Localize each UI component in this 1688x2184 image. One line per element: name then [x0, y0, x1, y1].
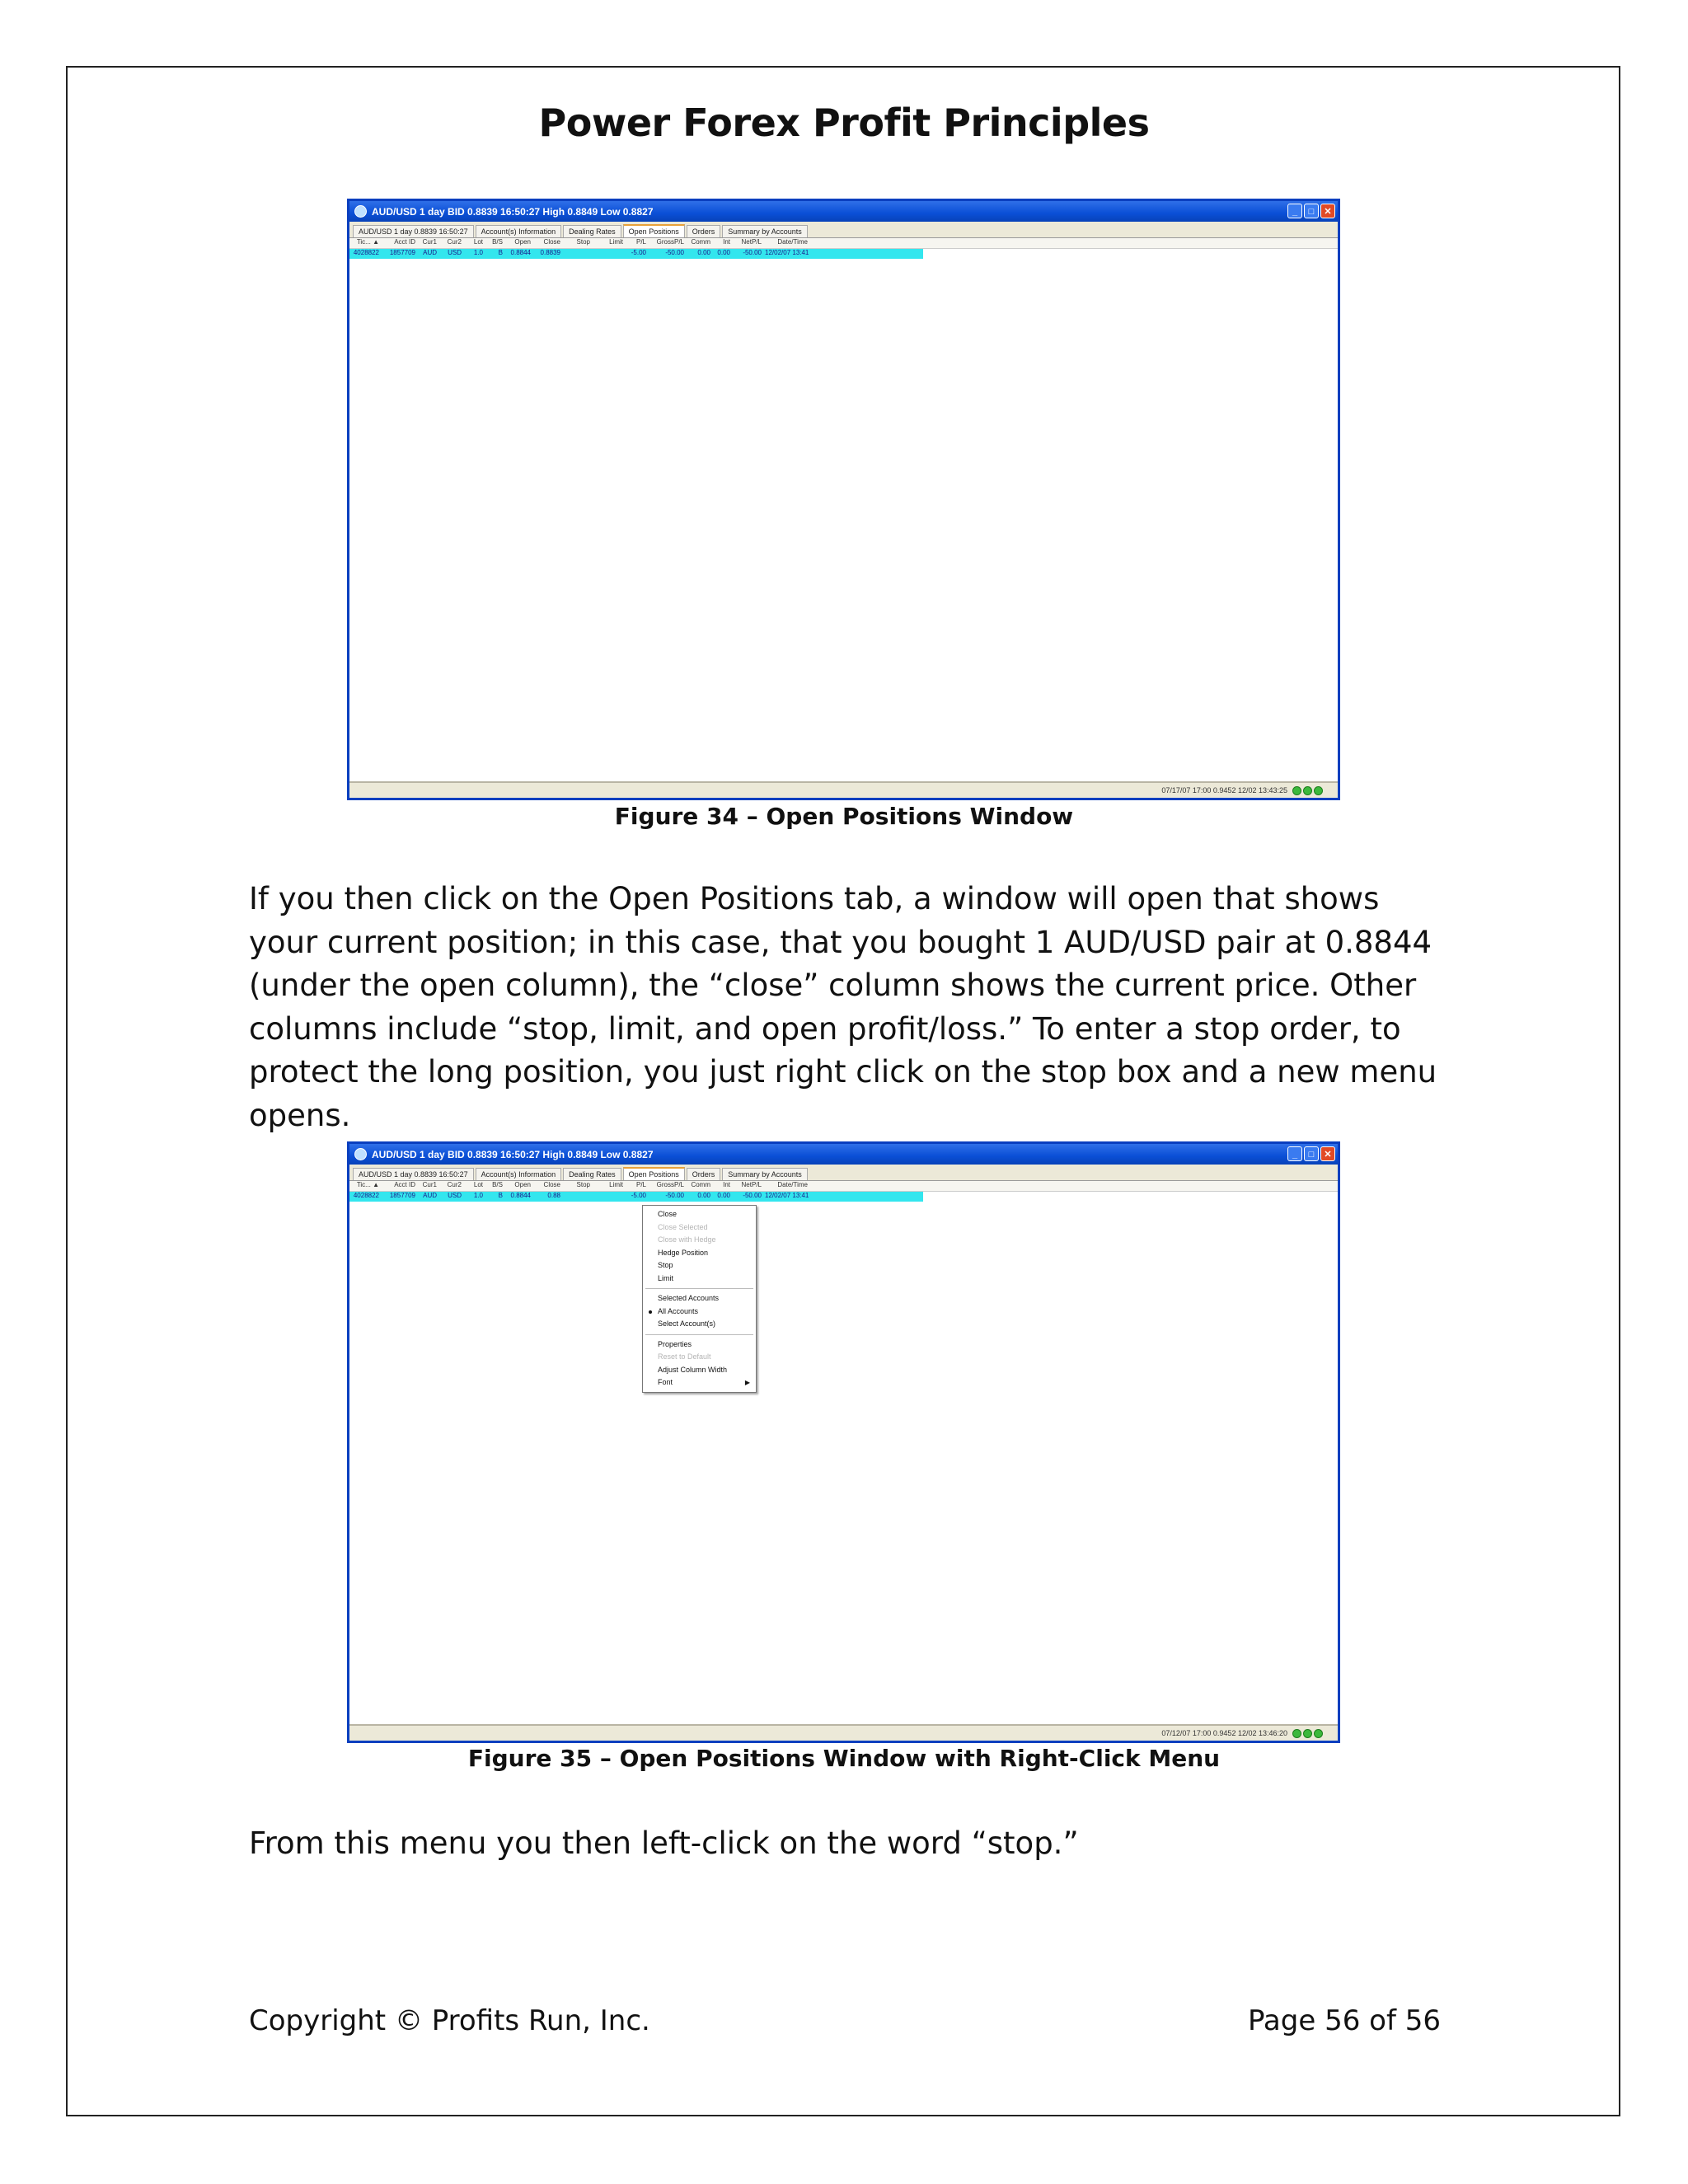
document-title: Power Forex Profit Principles	[538, 101, 1150, 145]
app-icon	[354, 205, 367, 218]
window-titlebar	[349, 1144, 1338, 1165]
tab-strip	[349, 1165, 1338, 1181]
table-cell[interactable]	[593, 1192, 626, 1202]
status-bar	[349, 1724, 1338, 1741]
menu-separator	[645, 1334, 753, 1335]
table-cell[interactable]	[564, 249, 593, 259]
menu-item-label: All Accounts	[658, 1306, 699, 1315]
column-header[interactable]: Stop	[576, 238, 590, 246]
connection-indicator-icon	[1292, 786, 1301, 795]
table-cell[interactable]: -50.00	[665, 1192, 684, 1199]
table-cell[interactable]: 0.8839	[540, 249, 560, 256]
menu-item-label: Adjust Column Width	[658, 1365, 728, 1374]
minimize-icon[interactable]: _	[1287, 204, 1302, 218]
tab-summary-by-accounts[interactable]: Summary by Accounts	[722, 1168, 808, 1180]
table-cell[interactable]: 1857709	[389, 249, 415, 256]
window-title: AUD/USD 1 day BID 0.8839 16:50:27 High 0.8849 Low 0.8827	[372, 205, 654, 218]
table-cell[interactable]: B	[498, 1192, 503, 1199]
menu-item-label: Close	[658, 1210, 678, 1218]
table-cell[interactable]	[564, 1192, 593, 1202]
figure-caption: Figure 35 – Open Positions Window with Right-Click Menu	[467, 1745, 1221, 1772]
status-bar	[349, 781, 1338, 798]
radio-bullet-icon	[649, 1310, 652, 1314]
tab-dealing-rates[interactable]: Dealing Rates	[563, 1168, 621, 1180]
table-cell[interactable]: 1857709	[389, 1192, 415, 1199]
menu-item-all-accounts[interactable]	[643, 1305, 756, 1319]
column-header[interactable]: Lot	[473, 1181, 483, 1188]
column-header[interactable]: Date/Time	[777, 238, 808, 246]
body-paragraph: If you then click on the Open Positions tab, a window will open that shows your current position; in this case, that you bought 1 AUD/USD pair at 0.8844 (under the open column), the “close” column shows the current price. Other columns include “stop, limit, and open profit/loss.” To enter a stop order, to protect the long position, you just right click on the stop box and a new menu opens.	[249, 881, 1437, 1133]
body-paragraph: From this menu you then left-click on the word “stop.”	[249, 1825, 1079, 1861]
column-header[interactable]: B/S	[492, 1181, 503, 1188]
column-header[interactable]: GrossP/L	[656, 238, 684, 246]
column-header[interactable]: NetP/L	[741, 1181, 762, 1188]
column-header[interactable]: Open	[514, 238, 531, 246]
connection-indicator-icon	[1303, 786, 1312, 795]
table-cell[interactable]: 12/02/07 13:41	[765, 249, 809, 256]
menu-item-label: Font	[658, 1378, 673, 1386]
menu-item-properties[interactable]	[643, 1338, 756, 1352]
table-cell[interactable]: -50.00	[743, 1192, 762, 1199]
tab-aud-usd-1-day-0-8839-16-50-27[interactable]: AUD/USD 1 day 0.8839 16:50:27	[353, 1168, 474, 1180]
tab-summary-by-accounts[interactable]: Summary by Accounts	[722, 225, 808, 237]
close-icon[interactable]: ✕	[1320, 204, 1335, 218]
footer-page-number: Page 56 of 56	[1247, 2004, 1441, 2037]
context-menu	[642, 1205, 757, 1393]
menu-item-close-with-hedge	[643, 1234, 756, 1247]
menu-item-label: Limit	[658, 1273, 674, 1282]
table-cell[interactable]: 4028822	[353, 249, 379, 256]
status-text: 07/12/07 17:00 0.9452 12/02 13:46:20	[1161, 1729, 1287, 1737]
column-header[interactable]: Acct ID	[394, 238, 415, 246]
column-header[interactable]: Int	[723, 1181, 730, 1188]
column-header[interactable]: Tic... ▲	[356, 238, 379, 246]
table-cell[interactable]: B	[498, 249, 503, 256]
grid-header	[349, 1181, 1338, 1192]
menu-item-reset-to-default	[643, 1351, 756, 1364]
table-cell[interactable]: -5.00	[631, 1192, 646, 1199]
tab-aud-usd-1-day-0-8839-16-50-27[interactable]: AUD/USD 1 day 0.8839 16:50:27	[353, 225, 474, 237]
open-positions-window-screenshot	[347, 199, 1340, 800]
tab-dealing-rates[interactable]: Dealing Rates	[563, 225, 621, 237]
menu-item-label: Selected Accounts	[658, 1294, 720, 1302]
tab-open-positions[interactable]: Open Positions	[623, 224, 685, 237]
table-cell[interactable]: AUD	[423, 249, 437, 256]
menu-item-close-selected	[643, 1221, 756, 1235]
menu-item-label: Close Selected	[658, 1222, 708, 1231]
menu-item-select-account-s[interactable]	[643, 1318, 756, 1331]
column-header[interactable]: Limit	[609, 1181, 623, 1188]
table-cell[interactable]: 0.00	[717, 1192, 730, 1199]
tab-orders[interactable]: Orders	[687, 1168, 721, 1180]
minimize-icon[interactable]: _	[1287, 1146, 1302, 1161]
table-cell[interactable]: -5.00	[631, 249, 646, 256]
table-cell[interactable]: -50.00	[743, 249, 762, 256]
table-cell[interactable]	[593, 249, 626, 259]
column-header[interactable]: B/S	[492, 238, 503, 246]
menu-item-hedge-position[interactable]	[643, 1247, 756, 1260]
tab-open-positions[interactable]: Open Positions	[623, 1167, 685, 1180]
table-cell[interactable]: AUD	[423, 1192, 437, 1199]
app-icon	[354, 1148, 367, 1160]
table-cell[interactable]: 0.00	[697, 1192, 710, 1199]
menu-item-label: Reset to Default	[658, 1352, 711, 1361]
menu-separator	[645, 1288, 753, 1289]
menu-item-adjust-column-width[interactable]	[643, 1364, 756, 1377]
column-header[interactable]: Comm	[691, 1181, 710, 1188]
table-cell[interactable]: USD	[448, 249, 462, 256]
table-cell[interactable]: 0.8844	[510, 1192, 531, 1199]
table-cell[interactable]: 1.0	[473, 249, 483, 256]
table-cell[interactable]: 0.00	[717, 249, 730, 256]
column-header[interactable]: Tic... ▲	[356, 1181, 379, 1188]
column-header[interactable]: Close	[543, 1181, 560, 1188]
close-icon[interactable]: ✕	[1320, 1146, 1335, 1161]
column-header[interactable]: Close	[543, 238, 560, 246]
figure-caption: Figure 34 – Open Positions Window	[614, 803, 1074, 830]
table-cell[interactable]: 0.88	[547, 1192, 560, 1199]
column-header[interactable]: Cur1	[422, 1181, 437, 1188]
tab-account-s-information[interactable]: Account(s) Information	[476, 1168, 562, 1180]
tab-strip	[349, 222, 1338, 238]
column-header[interactable]: Cur2	[447, 238, 462, 246]
column-header[interactable]: Comm	[691, 238, 710, 246]
column-header[interactable]: Stop	[576, 1181, 590, 1188]
column-header[interactable]: GrossP/L	[656, 1181, 684, 1188]
submenu-arrow-icon: ▶	[744, 1379, 750, 1386]
menu-item-stop[interactable]	[643, 1259, 756, 1272]
table-cell[interactable]: USD	[448, 1192, 462, 1199]
grid-header	[349, 238, 1338, 249]
window-title: AUD/USD 1 day BID 0.8839 16:50:27 High 0.8849 Low 0.8827	[372, 1148, 654, 1160]
open-positions-window-with-menu-screenshot	[347, 1141, 1340, 1743]
maximize-icon[interactable]: □	[1304, 1146, 1319, 1161]
column-header[interactable]: P/L	[635, 238, 646, 246]
column-header[interactable]: Limit	[609, 238, 623, 246]
connection-indicator-icon	[1314, 1729, 1323, 1738]
column-header[interactable]: Open	[514, 1181, 531, 1188]
column-header[interactable]: Acct ID	[394, 1181, 415, 1188]
column-header[interactable]: Int	[723, 238, 730, 246]
status-text: 07/17/07 17:00 0.9452 12/02 13:43:25	[1161, 786, 1287, 794]
column-header[interactable]: NetP/L	[741, 238, 762, 246]
tab-account-s-information[interactable]: Account(s) Information	[476, 225, 562, 237]
menu-item-label: Stop	[658, 1261, 673, 1269]
table-cell[interactable]: 4028822	[353, 1192, 379, 1199]
connection-indicator-icon	[1314, 786, 1323, 795]
column-header[interactable]: Lot	[473, 238, 483, 246]
menu-item-label: Properties	[658, 1339, 692, 1348]
table-cell[interactable]: 0.00	[697, 249, 710, 256]
footer-copyright: Copyright © Profits Run, Inc.	[249, 2004, 650, 2037]
menu-item-close[interactable]	[643, 1208, 756, 1221]
column-header[interactable]: Date/Time	[777, 1181, 808, 1188]
connection-indicator-icon	[1303, 1729, 1312, 1738]
maximize-icon[interactable]: □	[1304, 204, 1319, 218]
column-header[interactable]: Cur1	[422, 238, 437, 246]
column-header[interactable]: P/L	[635, 1181, 646, 1188]
menu-item-label: Close with Hedge	[658, 1235, 716, 1244]
menu-item-font[interactable]	[643, 1376, 756, 1390]
tab-orders[interactable]: Orders	[687, 225, 721, 237]
table-cell[interactable]: 1.0	[473, 1192, 483, 1199]
table-row[interactable]	[349, 249, 1338, 259]
connection-indicator-icon	[1292, 1729, 1301, 1738]
menu-item-label: Hedge Position	[658, 1248, 709, 1257]
table-cell[interactable]: 12/02/07 13:41	[765, 1192, 809, 1199]
menu-item-selected-accounts[interactable]	[643, 1292, 756, 1305]
menu-item-limit[interactable]	[643, 1272, 756, 1286]
table-cell[interactable]: -50.00	[665, 249, 684, 256]
menu-item-label: Select Account(s)	[658, 1319, 716, 1328]
table-cell[interactable]: 0.8844	[510, 249, 531, 256]
window-titlebar	[349, 201, 1338, 222]
column-header[interactable]: Cur2	[447, 1181, 462, 1188]
table-row[interactable]	[349, 1192, 1338, 1202]
